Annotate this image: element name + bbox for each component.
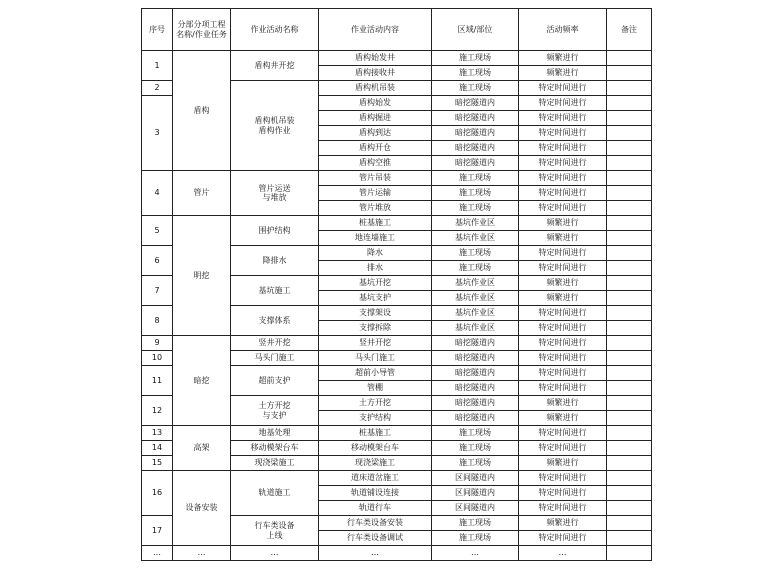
content-cell: 移动模架台车 — [319, 441, 432, 456]
area-cell: 施工现场 — [432, 426, 519, 441]
remark-cell — [607, 81, 652, 96]
frequency-cell: 特定时间进行 — [519, 156, 607, 171]
task-cell: 暗挖 — [173, 336, 231, 426]
remark-cell — [607, 426, 652, 441]
area-cell: 暗挖隧道内 — [432, 336, 519, 351]
content-cell: 管片运输 — [319, 186, 432, 201]
table-row — [142, 336, 652, 351]
content-cell: 行车类设备调试 — [319, 531, 432, 546]
activity-cell: 地基处理 — [231, 426, 319, 441]
seq-cell: 14 — [142, 441, 173, 456]
remark-cell — [607, 111, 652, 126]
frequency-cell: 特定时间进行 — [519, 426, 607, 441]
activity-cell: 轨道施工 — [231, 471, 319, 516]
remark-cell — [607, 216, 652, 231]
area-cell: 施工现场 — [432, 66, 519, 81]
area-cell: 施工现场 — [432, 171, 519, 186]
table-row — [142, 471, 652, 486]
seq-cell: 11 — [142, 366, 173, 396]
header-seq: 序号 — [142, 9, 173, 51]
seq-cell: 5 — [142, 216, 173, 246]
remark-cell — [607, 321, 652, 336]
content-cell: 桩基施工 — [319, 426, 432, 441]
content-cell: 基坑开挖 — [319, 276, 432, 291]
remark-cell — [607, 546, 652, 561]
ellipsis-cell: … — [519, 546, 607, 561]
header-frequency: 活动频率 — [519, 9, 607, 51]
frequency-cell: 特定时间进行 — [519, 141, 607, 156]
seq-cell: 9 — [142, 336, 173, 351]
area-cell: 暗挖隧道内 — [432, 396, 519, 411]
activity-cell: 现浇梁施工 — [231, 456, 319, 471]
frequency-cell: 特定时间进行 — [519, 111, 607, 126]
activity-cell: 行车类设备 上线 — [231, 516, 319, 546]
content-cell: 轨道铺设连接 — [319, 486, 432, 501]
area-cell: 区间隧道内 — [432, 501, 519, 516]
frequency-cell: 频繁进行 — [519, 516, 607, 531]
activity-cell: 支撑体系 — [231, 306, 319, 336]
remark-cell — [607, 381, 652, 396]
frequency-cell: 特定时间进行 — [519, 441, 607, 456]
activity-cell: 超前支护 — [231, 366, 319, 396]
activity-cell: 盾构井开挖 — [231, 51, 319, 81]
remark-cell — [607, 96, 652, 111]
area-cell: 暗挖隧道内 — [432, 111, 519, 126]
remark-cell — [607, 156, 652, 171]
frequency-cell: 特定时间进行 — [519, 171, 607, 186]
seq-cell: 4 — [142, 171, 173, 216]
content-cell: 降水 — [319, 246, 432, 261]
seq-cell: 7 — [142, 276, 173, 306]
activity-cell: 管片运送 与堆放 — [231, 171, 319, 216]
ellipsis-cell: … — [142, 546, 173, 561]
task-cell: 高架 — [173, 426, 231, 471]
remark-cell — [607, 291, 652, 306]
frequency-cell: 频繁进行 — [519, 291, 607, 306]
seq-cell: 17 — [142, 516, 173, 546]
activity-table — [141, 8, 652, 561]
content-cell: 桩基施工 — [319, 216, 432, 231]
content-cell: 地连墙施工 — [319, 231, 432, 246]
content-cell: 基坑支护 — [319, 291, 432, 306]
task-cell: 设备安装 — [173, 471, 231, 546]
activity-cell: 盾构机吊装 盾构作业 — [231, 81, 319, 171]
activity-cell: 土方开挖 与支护 — [231, 396, 319, 426]
remark-cell — [607, 261, 652, 276]
area-cell: 基坑作业区 — [432, 276, 519, 291]
header-row — [142, 9, 652, 51]
header-activity: 作业活动名称 — [231, 9, 319, 51]
area-cell: 暗挖隧道内 — [432, 126, 519, 141]
area-cell: 暗挖隧道内 — [432, 411, 519, 426]
remark-cell — [607, 141, 652, 156]
frequency-cell: 频繁进行 — [519, 411, 607, 426]
frequency-cell: 特定时间进行 — [519, 306, 607, 321]
area-cell: 暗挖隧道内 — [432, 366, 519, 381]
task-cell: 管片 — [173, 171, 231, 216]
frequency-cell: 特定时间进行 — [519, 381, 607, 396]
area-cell: 区间隧道内 — [432, 486, 519, 501]
remark-cell — [607, 351, 652, 366]
remark-cell — [607, 231, 652, 246]
ellipsis-cell: … — [173, 546, 231, 561]
content-cell: 盾构始发 — [319, 96, 432, 111]
area-cell: 基坑作业区 — [432, 306, 519, 321]
frequency-cell: 特定时间进行 — [519, 486, 607, 501]
frequency-cell: 特定时间进行 — [519, 336, 607, 351]
table-row — [142, 171, 652, 186]
remark-cell — [607, 66, 652, 81]
area-cell: 暗挖隧道内 — [432, 156, 519, 171]
ellipsis-cell: … — [319, 546, 432, 561]
frequency-cell: 特定时间进行 — [519, 321, 607, 336]
frequency-cell: 特定时间进行 — [519, 471, 607, 486]
ellipsis-cell: … — [432, 546, 519, 561]
activity-cell: 围护结构 — [231, 216, 319, 246]
header-remark: 备注 — [607, 9, 652, 51]
frequency-cell: 特定时间进行 — [519, 531, 607, 546]
frequency-cell: 频繁进行 — [519, 396, 607, 411]
frequency-cell: 频繁进行 — [519, 456, 607, 471]
activity-cell: 降排水 — [231, 246, 319, 276]
table-row — [142, 51, 652, 66]
frequency-cell: 频繁进行 — [519, 66, 607, 81]
remark-cell — [607, 441, 652, 456]
table-row — [142, 426, 652, 441]
content-cell: 土方开挖 — [319, 396, 432, 411]
remark-cell — [607, 246, 652, 261]
content-cell: 盾构掘进 — [319, 111, 432, 126]
content-cell: 管片堆放 — [319, 201, 432, 216]
area-cell: 施工现场 — [432, 186, 519, 201]
remark-cell — [607, 186, 652, 201]
content-cell: 行车类设备安装 — [319, 516, 432, 531]
area-cell: 施工现场 — [432, 531, 519, 546]
remark-cell — [607, 456, 652, 471]
content-cell: 盾构开仓 — [319, 141, 432, 156]
frequency-cell: 特定时间进行 — [519, 186, 607, 201]
content-cell: 盾构接收井 — [319, 66, 432, 81]
ellipsis-cell: … — [231, 546, 319, 561]
header-task: 分部分项工程名称/作业任务 — [173, 9, 231, 51]
content-cell: 竖井开挖 — [319, 336, 432, 351]
table-row — [142, 216, 652, 231]
area-cell: 施工现场 — [432, 441, 519, 456]
content-cell: 现浇梁施工 — [319, 456, 432, 471]
area-cell: 施工现场 — [432, 516, 519, 531]
content-cell: 盾构始发井 — [319, 51, 432, 66]
frequency-cell: 特定时间进行 — [519, 81, 607, 96]
content-cell: 管棚 — [319, 381, 432, 396]
content-cell: 超前小导管 — [319, 366, 432, 381]
area-cell: 施工现场 — [432, 456, 519, 471]
activity-cell: 移动模架台车 — [231, 441, 319, 456]
frequency-cell: 特定时间进行 — [519, 201, 607, 216]
content-cell: 轨道行车 — [319, 501, 432, 516]
frequency-cell: 频繁进行 — [519, 276, 607, 291]
content-cell: 马头门施工 — [319, 351, 432, 366]
task-cell: 明挖 — [173, 216, 231, 336]
seq-cell: 6 — [142, 246, 173, 276]
remark-cell — [607, 336, 652, 351]
seq-cell: 3 — [142, 96, 173, 171]
seq-cell: 1 — [142, 51, 173, 81]
area-cell: 基坑作业区 — [432, 231, 519, 246]
content-cell: 支撑拆除 — [319, 321, 432, 336]
content-cell: 支撑架设 — [319, 306, 432, 321]
area-cell: 区间隧道内 — [432, 471, 519, 486]
activity-cell: 马头门施工 — [231, 351, 319, 366]
frequency-cell: 特定时间进行 — [519, 246, 607, 261]
content-cell: 支护结构 — [319, 411, 432, 426]
area-cell: 暗挖隧道内 — [432, 96, 519, 111]
remark-cell — [607, 51, 652, 66]
remark-cell — [607, 516, 652, 531]
seq-cell: 15 — [142, 456, 173, 471]
remark-cell — [607, 471, 652, 486]
header-area: 区域/部位 — [432, 9, 519, 51]
remark-cell — [607, 201, 652, 216]
ellipsis-row — [142, 546, 652, 561]
task-cell: 盾构 — [173, 51, 231, 171]
content-cell: 排水 — [319, 261, 432, 276]
area-cell: 基坑作业区 — [432, 291, 519, 306]
frequency-cell: 特定时间进行 — [519, 126, 607, 141]
remark-cell — [607, 396, 652, 411]
remark-cell — [607, 501, 652, 516]
area-cell: 施工现场 — [432, 51, 519, 66]
remark-cell — [607, 366, 652, 381]
seq-cell: 12 — [142, 396, 173, 426]
remark-cell — [607, 126, 652, 141]
header-content: 作业活动内容 — [319, 9, 432, 51]
area-cell: 施工现场 — [432, 81, 519, 96]
content-cell: 盾构机吊装 — [319, 81, 432, 96]
content-cell: 道床道岔施工 — [319, 471, 432, 486]
content-cell: 盾构到达 — [319, 126, 432, 141]
frequency-cell: 频繁进行 — [519, 231, 607, 246]
area-cell: 基坑作业区 — [432, 321, 519, 336]
frequency-cell: 特定时间进行 — [519, 351, 607, 366]
remark-cell — [607, 531, 652, 546]
remark-cell — [607, 411, 652, 426]
remark-cell — [607, 306, 652, 321]
area-cell: 施工现场 — [432, 246, 519, 261]
area-cell: 施工现场 — [432, 261, 519, 276]
remark-cell — [607, 171, 652, 186]
area-cell: 施工现场 — [432, 201, 519, 216]
remark-cell — [607, 276, 652, 291]
area-cell: 基坑作业区 — [432, 216, 519, 231]
content-cell: 盾构空推 — [319, 156, 432, 171]
seq-cell: 10 — [142, 351, 173, 366]
seq-cell: 16 — [142, 471, 173, 516]
activity-cell: 基坑施工 — [231, 276, 319, 306]
area-cell: 暗挖隧道内 — [432, 351, 519, 366]
area-cell: 暗挖隧道内 — [432, 141, 519, 156]
activity-cell: 竖井开挖 — [231, 336, 319, 351]
area-cell: 暗挖隧道内 — [432, 381, 519, 396]
frequency-cell: 特定时间进行 — [519, 501, 607, 516]
remark-cell — [607, 486, 652, 501]
frequency-cell: 频繁进行 — [519, 216, 607, 231]
content-cell: 管片吊装 — [319, 171, 432, 186]
frequency-cell: 特定时间进行 — [519, 366, 607, 381]
seq-cell: 8 — [142, 306, 173, 336]
frequency-cell: 特定时间进行 — [519, 96, 607, 111]
frequency-cell: 频繁进行 — [519, 51, 607, 66]
frequency-cell: 特定时间进行 — [519, 261, 607, 276]
seq-cell: 2 — [142, 81, 173, 96]
seq-cell: 13 — [142, 426, 173, 441]
